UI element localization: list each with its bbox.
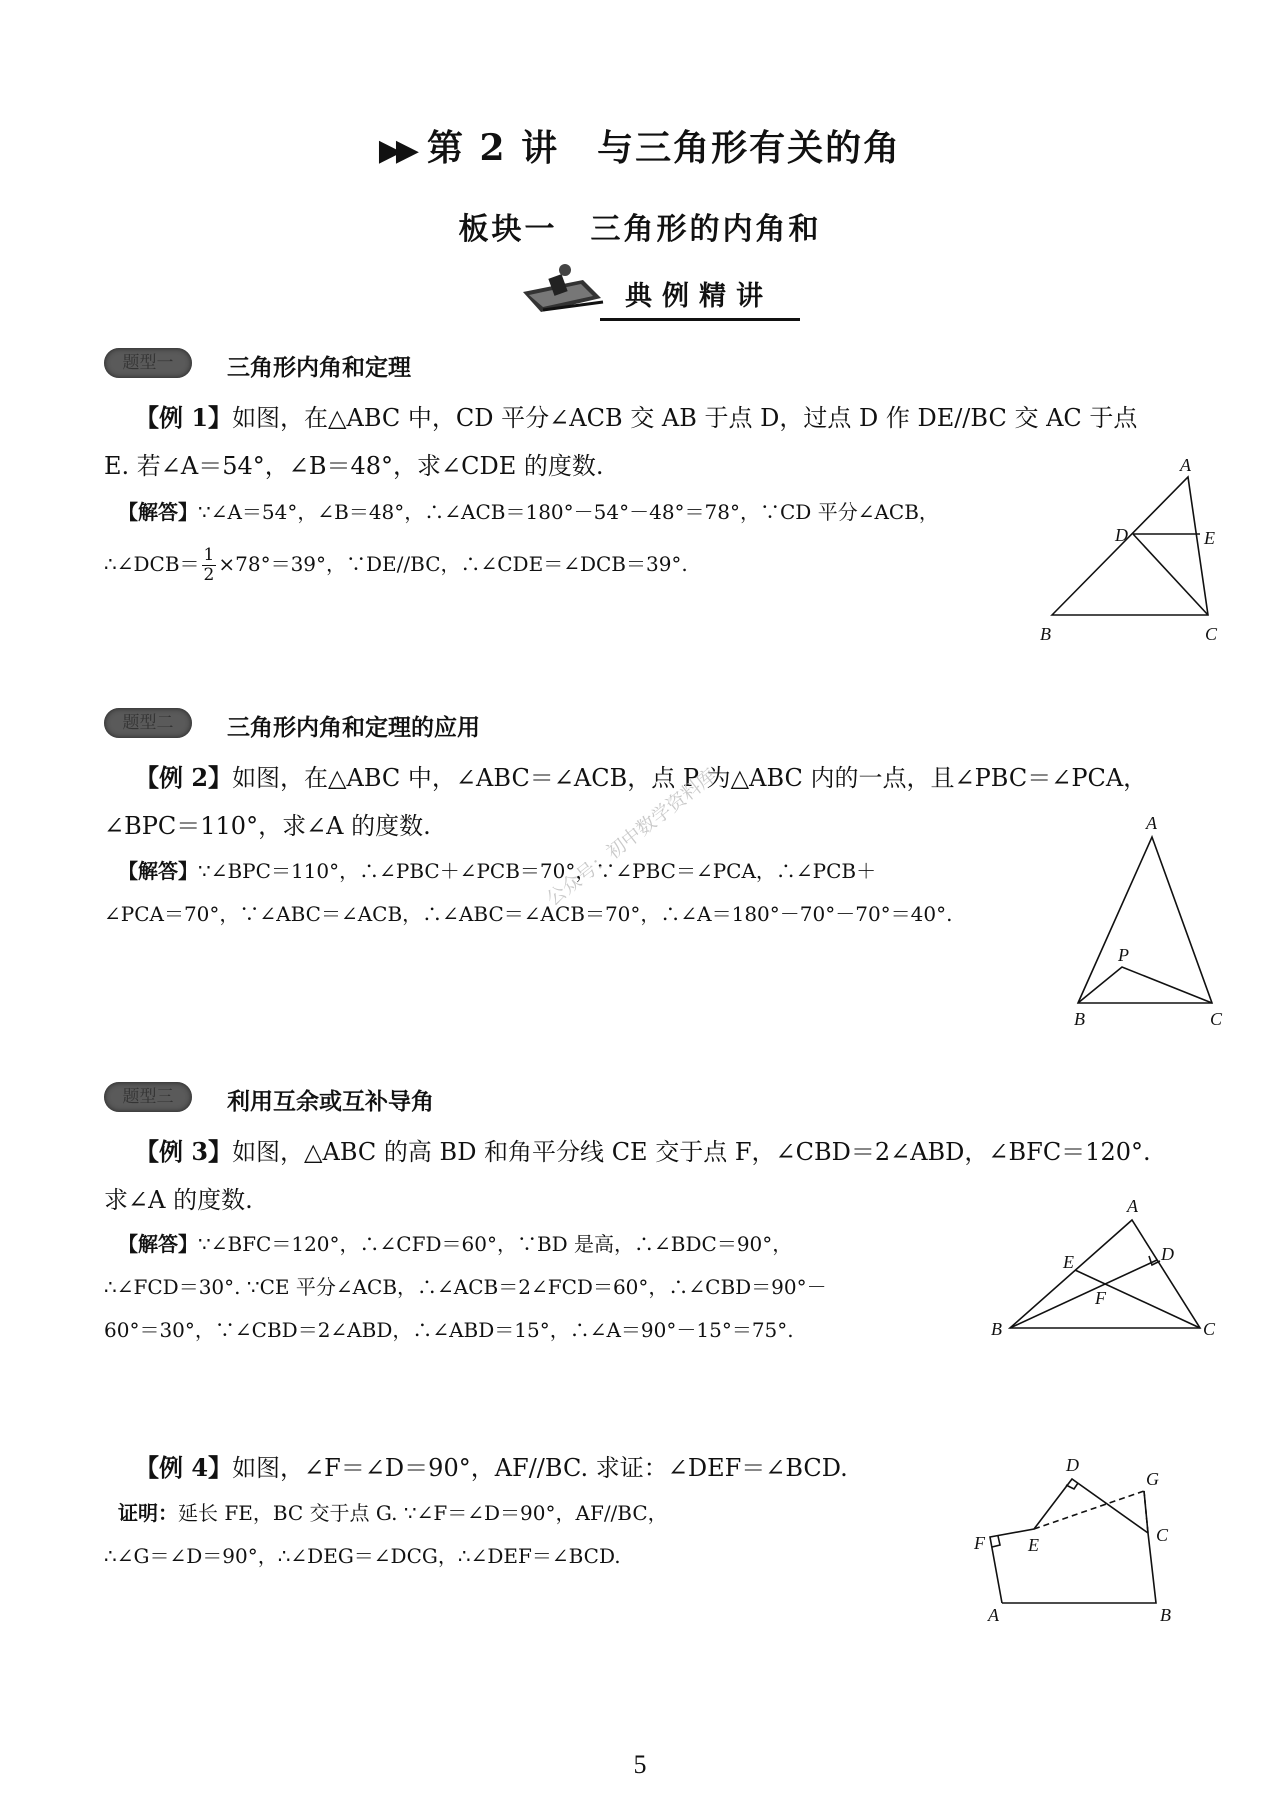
triangle-abc: [1010, 1220, 1200, 1328]
point-label-e: E: [1028, 1535, 1039, 1555]
ex2-question-line2: ∠BPC＝110°，求∠A 的度数.: [104, 812, 431, 840]
point-label-a: A: [988, 1605, 999, 1625]
fraction-half: $\frac{1}{2}$: [203, 545, 215, 585]
point-label-b: B: [1074, 1009, 1085, 1029]
page-number: 5: [633, 1750, 647, 1779]
point-label-a: A: [1180, 455, 1191, 475]
section-title: 板块一 三角形的内角和: [458, 212, 822, 247]
triangle-abc: [1078, 837, 1212, 1003]
chapter-title: ▶▶ 第 2 讲 与三角形有关的角: [378, 127, 902, 169]
figure-example-2: [1060, 815, 1240, 1035]
microscope-icon: [523, 264, 603, 312]
point-label-g: G: [1146, 1469, 1159, 1489]
topic-badge-2: 题型二: [104, 708, 192, 738]
point-label-b: B: [991, 1319, 1002, 1339]
point-label-b: B: [1160, 1605, 1171, 1625]
ex2-solution-line1: 【解答】∵∠BPC＝110°，∴∠PBC＋∠PCB＝70°，∵∠PBC＝∠PCA，∴∠PCB＋: [118, 859, 877, 883]
ex3-solution-line3: 60°＝30°，∵∠CBD＝2∠ABD，∴∠ABD＝15°，∴∠A＝90°－15°＝75°.: [104, 1318, 794, 1342]
point-label-f: F: [974, 1533, 985, 1553]
figure-example-4: [960, 1455, 1230, 1635]
figure-example-3: [985, 1190, 1235, 1350]
ex1-solution-line1: 【解答】∵∠A＝54°，∠B＝48°，∴∠ACB＝180°－54°－48°＝78°，∵CD 平分∠ACB，: [118, 500, 939, 524]
point-label-d: D: [1066, 1455, 1079, 1475]
ex3-solution-line2: ∴∠FCD＝30°. ∵CE 平分∠ACB，∴∠ACB＝2∠FCD＝60°，∴∠CBD＝90°－: [104, 1275, 827, 1299]
point-label-p: P: [1118, 945, 1129, 965]
point-label-a: A: [1146, 815, 1157, 833]
double-arrow-icon: ▶▶: [378, 133, 414, 168]
ex2-question-line1: 【例 2】如图，在△ABC 中，∠ABC＝∠ACB，点 P 为△ABC 内的一点，且∠PBC＝∠PCA，: [135, 763, 1148, 792]
ex3-question-line1: 【例 3】如图，△ABC 的高 BD 和角平分线 CE 交于点 F，∠CBD＝2∠ABD，∠BFC＝120°.: [135, 1137, 1151, 1166]
triangle-abc: [1052, 477, 1208, 615]
ex1-solution-line2: ∴∠DCB＝ $\frac{1}{2}$ ×78°＝39°，∵DE//BC，∴∠CDE＝∠DCB＝39°.: [104, 545, 688, 585]
point-label-c: C: [1203, 1319, 1216, 1339]
polygon-afedcb: [990, 1479, 1156, 1603]
point-label-e: E: [1204, 528, 1215, 548]
ex3-question-line2: 求∠A 的度数.: [104, 1186, 253, 1214]
point-label-b: B: [1040, 624, 1051, 644]
segment-dc: [1133, 534, 1208, 615]
segments-pb-pc: [1078, 967, 1212, 1003]
point-label-a: A: [1127, 1196, 1138, 1216]
right-angle-mark-f: [992, 1536, 1000, 1547]
point-label-c: C: [1205, 624, 1218, 644]
point-label-c: C: [1210, 1009, 1223, 1029]
ex1-question-line2: E. 若∠A＝54°，∠B＝48°，求∠CDE 的度数.: [104, 452, 604, 480]
topic-badge-1: 题型一: [104, 348, 192, 378]
point-label-c: C: [1156, 1525, 1169, 1545]
topic-title-1: 三角形内角和定理: [227, 355, 411, 381]
watermark: 公众号：初中数学资料库: [542, 764, 721, 911]
extension-fe: [1034, 1491, 1144, 1529]
ex1-question-line1: 【例 1】如图，在△ABC 中，CD 平分∠ACB 交 AB 于点 D，过点 D 作 DE//BC 交 AC 于点: [135, 403, 1138, 432]
topic-title-2: 三角形内角和定理的应用: [227, 715, 480, 741]
topic-badge-3: 题型三: [104, 1082, 192, 1112]
banner-title: 典例精讲: [625, 281, 773, 312]
point-label-f: F: [1095, 1288, 1106, 1308]
ex4-solution-line2: ∴∠G＝∠D＝90°，∴∠DEG＝∠DCG，∴∠DEF＝∠BCD.: [104, 1544, 621, 1568]
figure-example-1: [1030, 455, 1230, 655]
banner-underline: [600, 318, 800, 321]
point-label-d: D: [1161, 1244, 1174, 1264]
point-label-d: D: [1115, 525, 1128, 545]
ex3-solution-line1: 【解答】∵∠BFC＝120°，∴∠CFD＝60°，∵BD 是高，∴∠BDC＝90°，: [118, 1232, 793, 1256]
ex4-question-line1: 【例 4】如图，∠F＝∠D＝90°，AF//BC. 求证：∠DEF＝∠BCD.: [135, 1453, 848, 1482]
altitude-bd: [1010, 1260, 1157, 1328]
topic-title-3: 利用互余或互补导角: [227, 1089, 434, 1115]
ex2-solution-line2: ∠PCA＝70°，∵∠ABC＝∠ACB，∴∠ABC＝∠ACB＝70°，∴∠A＝180°－70°－70°＝40°.: [104, 902, 953, 926]
ex4-solution-line1: 证明：延长 FE，BC 交于点 G. ∵∠F＝∠D＝90°，AF//BC，: [118, 1501, 668, 1525]
point-label-e: E: [1063, 1252, 1074, 1272]
